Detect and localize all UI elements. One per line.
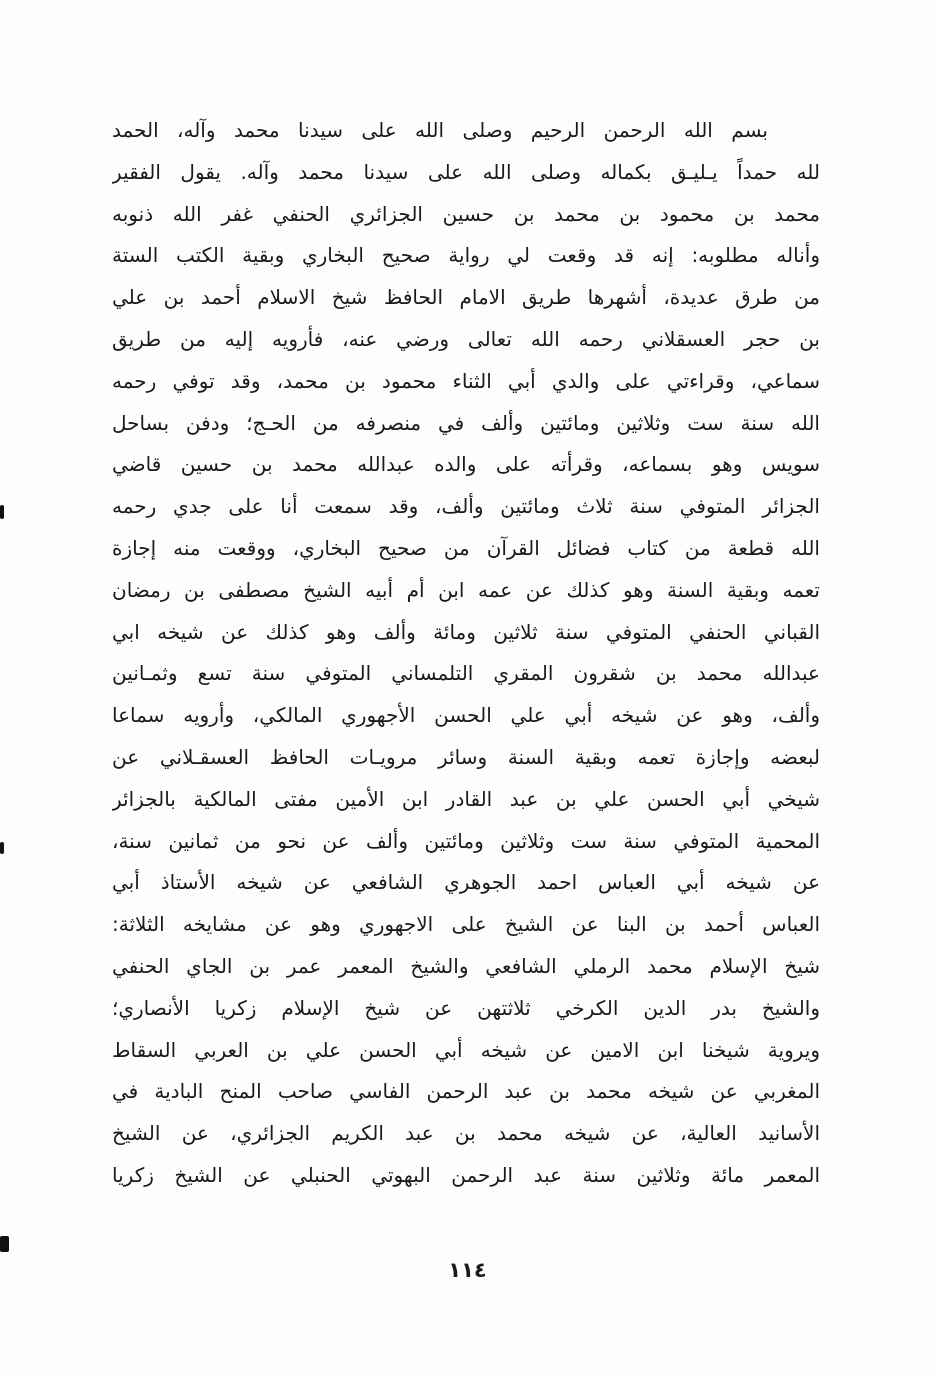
text-line: الأسانيد العالية، عن شيخه محمد بن عبد الكريم الجزائري، عن الشيخ <box>112 1121 820 1146</box>
text-line: وألف، وهو عن شيخه أبي علي الحسن الأجهوري المالكي، وأرويه سماعا <box>112 703 820 728</box>
text-line: الله سنة ست وثلاثين ومائتين وألف في منصرفه من الحـج؛ ودفن بساحل <box>112 410 820 435</box>
text-line: لله حمداً يـليـق بكماله وصلى الله على سيدنا محمد وآله. يقول الفقير <box>112 159 820 184</box>
page-number: ١١٤ <box>448 1258 487 1282</box>
text-line: لبعضه وإجازة تعمه وبقية السنة وسائر مرويـات الحافظ العسقـلاني عن <box>112 744 820 769</box>
text-line: وأناله مطلوبه: إنه قد وقعت لي رواية صحيح البخاري وبقية الكتب الستة <box>112 243 820 268</box>
text-line: شيخي أبي الحسن علي بن عبد القادر ابن الأمين مفتى المالكية بالجزائر <box>112 786 820 811</box>
text-line: والشيخ بدر الدين الكرخي ثلاثتهن عن شيخ الإسلام زكريا الأنصاري؛ <box>112 995 820 1020</box>
text-line: سويس وهو بسماعه، وقرأته على والده عبدالله محمد بن حسين قاضي <box>112 452 820 477</box>
text-line: عبدالله محمد بن شقرون المقري التلمساني المتوفي سنة تسع وثمـانين <box>112 661 820 686</box>
text-line: من طرق عديدة، أشهرها طريق الامام الحافظ شيخ الاسلام أحمد بن علي <box>112 285 820 310</box>
body-text <box>112 110 820 1197</box>
scan-edge-mark <box>0 842 4 854</box>
text-line: عن شيخه أبي العباس احمد الجوهري الشافعي عن شيخه الأستاذ أبي <box>112 870 820 895</box>
text-line: المغربي عن شيخه محمد بن عبد الرحمن الفاسي صاحب المنح البادية في <box>112 1079 820 1104</box>
text-line: العباس أحمد بن البنا عن الشيخ على الاجهوري وهو عن مشايخه الثلاثة: <box>112 912 820 937</box>
text-line: الله قطعة من كتاب فضائل القرآن من صحيح البخاري، ووقعت منه إجازة <box>112 535 820 560</box>
text-line: المعمر مائة وثلاثين سنة عبد الرحمن البهوتي الحنبلي عن الشيخ زكريا <box>112 1162 820 1187</box>
text-line: تعمه وبقية السنة وهو كذلك عن عمه ابن أم أبيه الشيخ مصطفى بن رمضان <box>112 577 820 602</box>
text-line: القباني الحنفي المتوفي سنة ثلاثين ومائة وألف وهو كذلك عن شيخه ابي <box>112 619 820 644</box>
text-line: بن حجر العسقلاني رحمه الله تعالى ورضي عنه، فأرويه إليه من طريق <box>112 326 820 351</box>
text-line: الجزائر المتوفي سنة ثلاث ومائتين وألف، وقد سمعت أنا على جدي رحمه <box>112 494 820 519</box>
text-line: محمد بن محمود بن محمد بن حسين الجزائري الحنفي غفر الله ذنوبه <box>112 201 820 226</box>
text-line: سماعي، وقراءتي على والدي أبي الثناء محمود بن محمد، وقد توفي رحمه <box>112 368 820 393</box>
scan-edge-mark <box>0 505 4 519</box>
text-line: المحمية المتوفي سنة ست وثلاثين ومائتين وألف عن نحو من ثمانين سنة، <box>112 828 820 853</box>
scan-edge-mark <box>0 1236 9 1252</box>
text-line: بسم الله الرحمن الرحيم وصلى الله على سيدنا محمد وآله، الحمد <box>112 118 768 142</box>
text-line: شيخ الإسلام محمد الرملي الشافعي والشيخ المعمر عمر بن الجاي الحنفي <box>112 953 820 978</box>
text-line: ويروية شيخنا ابن الامين عن شيخه أبي الحسن علي بن العربي السقاط <box>112 1037 820 1062</box>
